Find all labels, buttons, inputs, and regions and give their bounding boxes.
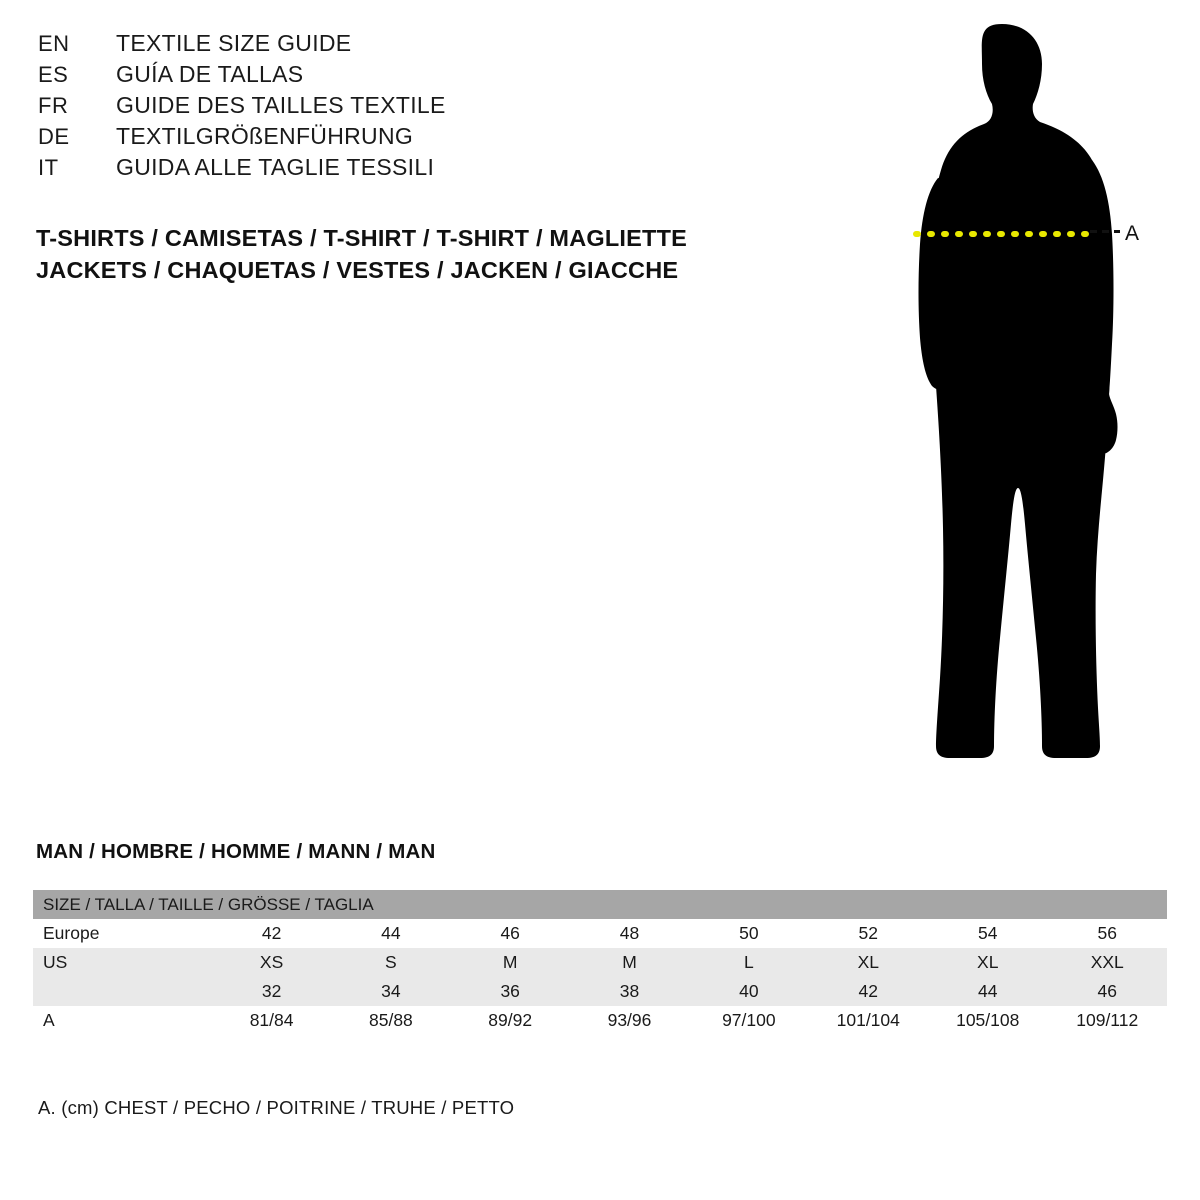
cell-europe-4: 48: [570, 919, 689, 948]
cell-a-2: 85/88: [331, 1006, 450, 1035]
cell-a-7: 105/108: [928, 1006, 1047, 1035]
language-code: IT: [38, 155, 59, 180]
cell-europe-3: 46: [451, 919, 570, 948]
size-table: [33, 890, 1167, 1035]
cell-a-8: 109/112: [1047, 1006, 1167, 1035]
cell-num-5: 40: [689, 977, 808, 1006]
row-label-numeric: [33, 977, 212, 1006]
size-header-label: SIZE / TALLA / TAILLE / GRÖSSE / TAGLIA: [33, 890, 1167, 919]
language-row: [38, 154, 738, 185]
cell-europe-6: 52: [809, 919, 928, 948]
cell-us-7: XL: [928, 948, 1047, 977]
language-title: TEXTILGRÖßENFÜHRUNG: [116, 123, 414, 149]
footnote-chest: A. (cm) CHEST / PECHO / POITRINE / TRUHE / PETTO: [38, 1097, 515, 1118]
cell-a-4: 93/96: [570, 1006, 689, 1035]
language-code: FR: [38, 93, 69, 118]
table-row-header: [33, 890, 1167, 919]
cell-a-6: 101/104: [809, 1006, 928, 1035]
cell-num-8: 46: [1047, 977, 1167, 1006]
language-row: [38, 61, 738, 92]
cell-europe-5: 50: [689, 919, 808, 948]
language-row: [38, 92, 738, 123]
table-row: [33, 977, 1167, 1006]
row-label-a: A: [33, 1006, 212, 1035]
silhouette-svg: [820, 18, 1180, 798]
measure-label-a: A: [1125, 222, 1140, 245]
table-row: [33, 948, 1167, 977]
cell-num-7: 44: [928, 977, 1047, 1006]
table-section-title: MAN / HOMBRE / HOMME / MANN / MAN: [36, 840, 436, 863]
garment-line-tshirts: T-SHIRTS / CAMISETAS / T-SHIRT / T-SHIRT / MAGLIETTE: [36, 225, 687, 251]
cell-europe-8: 56: [1047, 919, 1167, 948]
language-code: DE: [38, 124, 70, 149]
language-code: EN: [38, 31, 70, 56]
cell-europe-1: 42: [212, 919, 331, 948]
cell-num-3: 36: [451, 977, 570, 1006]
cell-us-4: M: [570, 948, 689, 977]
cell-us-6: XL: [809, 948, 928, 977]
language-title: GUIDE DES TAILLES TEXTILE: [116, 92, 446, 118]
cell-europe-2: 44: [331, 919, 450, 948]
language-list: [38, 30, 738, 185]
cell-num-4: 38: [570, 977, 689, 1006]
garment-line-jackets: JACKETS / CHAQUETAS / VESTES / JACKEN / GIACCHE: [36, 257, 679, 283]
language-code: ES: [38, 62, 69, 87]
cell-us-1: XS: [212, 948, 331, 977]
language-title: TEXTILE SIZE GUIDE: [116, 30, 352, 56]
language-title: GUÍA DE TALLAS: [116, 61, 304, 87]
cell-a-5: 97/100: [689, 1006, 808, 1035]
male-silhouette-shape: [930, 24, 1110, 758]
cell-a-1: 81/84: [212, 1006, 331, 1035]
language-title: GUIDA ALLE TAGLIE TESSILI: [116, 154, 435, 180]
body-silhouette-figure: [820, 18, 1180, 798]
language-row: [38, 30, 738, 61]
row-label-europe: Europe: [33, 919, 212, 948]
measure-leader-dashes: [1090, 230, 1120, 233]
language-row: [38, 123, 738, 154]
table-row: [33, 919, 1167, 948]
garment-categories: [36, 222, 756, 286]
cell-us-2: S: [331, 948, 450, 977]
cell-us-3: M: [451, 948, 570, 977]
cell-us-8: XXL: [1047, 948, 1167, 977]
row-label-us: US: [33, 948, 212, 977]
cell-a-3: 89/92: [451, 1006, 570, 1035]
table-row: [33, 1006, 1167, 1035]
cell-num-2: 34: [331, 977, 450, 1006]
cell-us-5: L: [689, 948, 808, 977]
cell-europe-7: 54: [928, 919, 1047, 948]
cell-num-1: 32: [212, 977, 331, 1006]
cell-num-6: 42: [809, 977, 928, 1006]
